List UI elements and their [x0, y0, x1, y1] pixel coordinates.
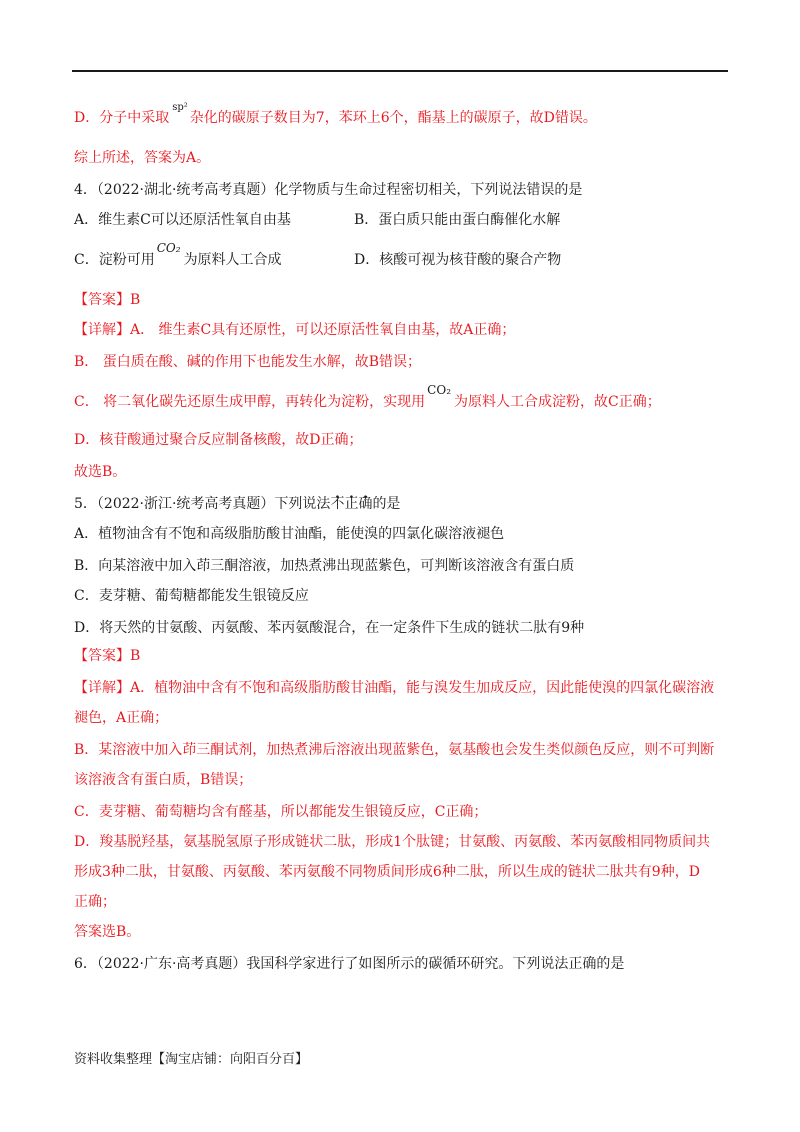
question-5-explanation-d-line1: D．羧基脱羟基，氨基脱氢原子形成链状二肽，形成1个肽键；甘氨酸、丙氨酸、苯丙氨酸相同物质间共: [74, 834, 711, 850]
question-4-conclusion: 故选B。: [74, 464, 127, 480]
question-5-stem: [74, 494, 400, 514]
question-4-option-a: A．维生素C可以还原活性氧自由基: [74, 212, 291, 228]
text: 为原料人工合成: [183, 252, 282, 268]
emphasis-char: 不: [330, 496, 345, 512]
question-5-option-a: A．植物油含有不饱和高级脂肪酸甘油酯，能使溴的四氯化碳溶液褪色: [74, 526, 505, 542]
question-5-explanation-b-line1: B．某溶液中加入茚三酮试剂，加热煮沸后溶液出现蓝紫色，氨基酸也会发生类似颜色反应，则不可判断: [74, 742, 715, 758]
question-6-stem: 6．（2022·广东·高考真题）我国科学家进行了如图所示的碳循环研究。下列说法正确的是: [74, 956, 625, 972]
question-4-explanation-a: 【详解】A． 维生素C具有还原性，可以还原活性氧自由基，故A正确；: [74, 322, 516, 338]
question-5-explanation-c: C．麦芽糖、葡萄糖均含有醛基，所以都能发生银镜反应，C正确；: [74, 804, 488, 820]
text: D．分子中采取: [74, 110, 170, 126]
prev-summary: 综上所述，答案为A。: [74, 150, 211, 166]
question-5-explanation-a-line2: 褪色，A正确；: [74, 710, 169, 726]
question-5-explanation-d-line3: 正确；: [74, 894, 116, 910]
question-4-explanation-d: D．核苷酸通过聚合反应制备核酸，故D正确；: [74, 432, 363, 448]
text: 为原料人工合成淀粉，故C正确；: [454, 394, 661, 410]
prev-option-d-explanation: [74, 102, 597, 130]
emphasis-char: 确: [358, 496, 373, 512]
text: C． 将二氧化碳先还原生成甲醇，再转化为淀粉，实现用: [74, 394, 426, 410]
question-4-explanation-b: B． 蛋白质在酸、碱的作用下也能发生水解，故B错误；: [74, 354, 422, 370]
text: C．淀粉可用: [74, 252, 155, 268]
question-4-answer: 【答案】B: [74, 292, 141, 308]
emphasis-char: 正: [344, 496, 359, 512]
footer-source: 资料收集整理【淘宝店铺：向阳百分百】: [74, 1052, 309, 1067]
question-5-answer: 【答案】B: [74, 648, 141, 664]
question-5-explanation-d-line2: 形成3种二肽，甘氨酸、丙氨酸、苯丙氨酸不同物质间形成6种二肽，所以生成的链状二肽共有9种，D: [74, 864, 700, 880]
question-4-explanation-c: [74, 383, 661, 412]
question-4-option-c: [74, 241, 282, 270]
co2-formula: CO₂: [427, 383, 452, 397]
question-5-option-c: C．麦芽糖、葡萄糖都能发生银镜反应: [74, 588, 309, 604]
question-4-option-b: B．蛋白质只能由蛋白酶催化水解: [354, 212, 561, 228]
header-rule: [72, 70, 728, 72]
question-4-stem: 4．（2022·湖北·统考高考真题）化学物质与生命过程密切相关，下列说法错误的是: [74, 182, 583, 198]
question-5-option-b: B．向某溶液中加入茚三酮溶液，加热煮沸出现蓝紫色，可判断该溶液含有蛋白质: [74, 558, 575, 574]
text: 杂化的碳原子数目为7，苯环上6个，酯基上的碳原子，故D错误。: [189, 110, 597, 126]
question-4-option-d: D．核酸可视为核苷酸的聚合产物: [354, 252, 562, 268]
text: 的是: [372, 496, 401, 512]
co2-formula: CO₂: [156, 241, 181, 255]
hybridization-label: sp²: [172, 102, 188, 113]
question-5-conclusion: 答案选B。: [74, 924, 141, 940]
text: 5．（2022·浙江·统考高考真题）下列说法: [74, 496, 331, 512]
question-5-explanation-a-line1: 【详解】A．植物油中含有不饱和高级脂肪酸甘油酯，能与溴发生加成反应，因此能使溴的四氯化碳溶液: [74, 680, 715, 696]
question-5-option-d: D．将天然的甘氨酸、丙氨酸、苯丙氨酸混合，在一定条件下生成的链状二肽有9种: [74, 620, 585, 636]
question-5-explanation-b-line2: 该溶液含有蛋白质，B错误；: [74, 772, 253, 788]
